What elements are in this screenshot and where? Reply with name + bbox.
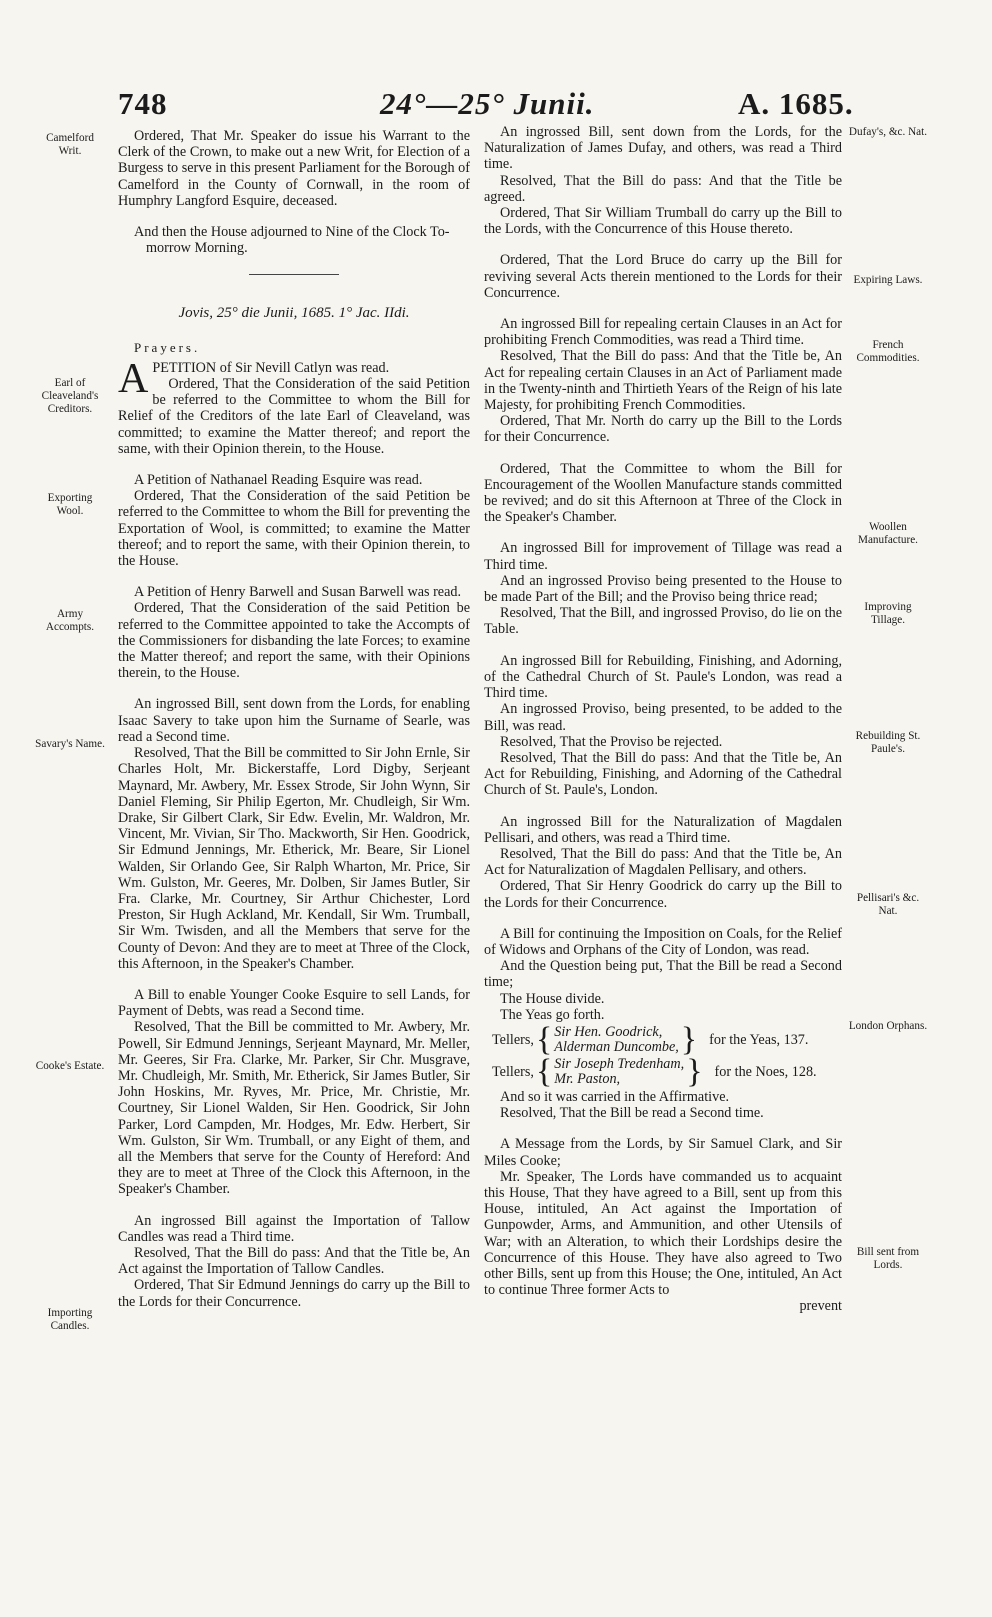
lords-speech: Mr. Speaker, The Lords have commanded us to acquaint this House, That they have agreed to a Bill, sent up from this House, intituled, An Act against the Importation of Gunpowder, Arms, and Ammunition, and other Utensils of War; with an Alteration, to which their Lordships desire the Concurrence of this House. They have also agreed to Two other Bills, sent up from this House; the One, intituled, An Act to continue Three former Acts to [484,1168,842,1299]
right-brace: } [680,1020,698,1058]
wool-petition: A Petition of Nathanael Reading Esquire was read. [134,472,423,489]
pauls-resolved: Resolved, That the Bill do pass: And that the Title be, An Act for Rebuilding, Finishing, and Adorning of the Cathedral Church of St. Paule's, London. [484,749,842,799]
tillage-bill: An ingrossed Bill for improvement of Tillage was read a Third time. [484,540,842,573]
savary-committee: Resolved, That the Bill be committed to Sir John Ernle, Sir Charles Holt, Mr. Bickerstaffe, Lord Digby, Serjeant Maynard, Mr. Awbery, Mr. Essex Strode, Sir John Wynn, Sir Daniel Fleming, Sir Philip Egerton, Mr. Chudleigh, Sir Wm. Drake, Sir Gilbert Clark, Sir Edw. Evelin, Mr. Waldron, Mr. Vincent, Mr. Vivian, Sir Tho. Mackworth, Sir Hen. Goodrick, Sir Edmund Jennings, Mr. Etherick, Mr. Beare, Sir Lionel Walden, Sir Orlando Gee, Sir Ralph Wharton, Mr. Price, Sir Wm. Gulston, Mr. Geeres, Mr. Dolben, Sir James Butler, Sir Fra. Clarke, Mr. Courtney, Sir Arthur Chichester, Lord Preston, Sir Hugh Ackland, Mr. Kendall, Sir Wm. Trumball, Sir Wm. Twisden, and all the Members that serve for the County of Devon: And they are to meet at Three of the Clock, this Afternoon, in the Speaker's Chamber. [118,745,470,972]
orphans-question: And the Question being put, That the Bill be read a Second time; [484,958,842,991]
cooke-committee: Resolved, That the Bill be committed to Mr. Awbery, Mr. Powell, Sir Edmund Jennings, Serjeant Maynard, Mr. Meller, Mr. Geeres, Sir Fra. Clarke, Mr. Parker, Sir Chr. Musgrave, Mr. Chudleigh, Mr. Smith, Mr. Etherick, Sir James Butler, Sir John Hoskins, Mr. Ryves, Mr. Price, Mr. Christie, Mr. Courtney, Sir Lionel Walden, Sir Hen. Goodrick, Sir John Parker, Lord Campden, Mr. Hodges, Mr. Edw. Herbert, Sir Wm. Gulston, Sir Wm. Trumball, or any Eight of them, and all the Members that serve for the County of Hereford: And they are to meet at Three of the Clock this Afternoon, in the Speaker's Chamber. [118,1019,470,1198]
tellers-noes [492,1052,842,1090]
tellers-label: Tellers, [492,1031,534,1048]
margin-note: Dufay's, &c. Nat. [848,126,928,138]
pauls-proviso: An ingrossed Proviso, being presented, to be added to the Bill, was read. [484,701,842,734]
margin-note: Bill sent from Lords. [856,1246,920,1271]
right-column [484,124,842,1330]
left-brace: { [535,1020,553,1058]
margin-note: Camelford Writ. [46,132,94,157]
orphans-divide: The House divide. [500,990,605,1007]
teller-name: Sir Joseph Tredenham, [554,1055,685,1072]
army-order: Ordered, That the Consideration of the said Petition be referred to the Committee appointed to take the Accompts of the Commissioners for disbanding the late Forces; to examine the Matter thereof; and report the same, with their Opinions therein, to the House. [118,600,470,682]
teller-name: Alderman Duncombe, [554,1038,679,1055]
wool-order: Ordered, That the Consideration of the said Petition be referred to the Committee to whom the Bill for preventing the Exportation of Wool, is committed; to examine the Matter thereof; and to report the same, with their Opinion therein, to the House. [118,488,470,570]
right-brace: } [686,1052,703,1090]
prayers-heading: Prayers. [134,339,201,355]
catchword: prevent [799,1298,842,1315]
french-order: Ordered, That Mr. North do carry up the Bill to the Lords for their Concurrence. [484,413,842,446]
margin-note: French Commodities. [856,339,920,364]
margin-note: Expiring Laws. [853,274,923,286]
margin-note: Exporting Wool. [47,492,93,517]
margin-note: Savary's Name. [35,738,105,750]
section-rule [249,274,339,275]
tillage-resolved: Resolved, That the Bill, and ingrossed Proviso, do lie on the Table. [484,605,842,638]
teller-names [554,1025,679,1055]
page-date: 24°—25° Junii. [380,86,595,121]
margin-note: Improving Tillage. [864,601,912,626]
candles-resolved: Resolved, That the Bill do pass: And that the Title be, An Act against the Importation of Tallow Candles. [118,1244,470,1278]
orphans-yeas-forth: The Yeas go forth. [500,1006,605,1023]
margin-note: London Orphans. [848,1020,928,1032]
margin-note: Rebuilding St. Paule's. [855,730,921,755]
margin-note: Importing Candles. [47,1307,93,1332]
teller-name: Mr. Paston, [554,1070,621,1087]
pellisari-resolved: Resolved, That the Bill do pass: And that the Title be, An Act for Naturalization of Magdalen Pellisary, and others. [484,845,842,879]
left-column [118,128,470,1325]
page-number: 748 [118,86,168,121]
day-heading: Jovis, 25° die Junii, 1685. 1° Jac. IIdi. [178,305,410,322]
woollen-order: Ordered, That the Committee to whom the Bill for Encouragement of the Woollen Manufacture stands committed be revived; and do sit this Afternoon at Three of the Clock in the Speaker's Chamber. [484,460,842,526]
noes-count: for the Noes, 128. [714,1063,817,1080]
margin-note: Pellisari's &c. Nat. [856,892,920,917]
teller-names [554,1057,684,1087]
teller-name: Sir Hen. Goodrick, [554,1023,663,1040]
adjournment: And then the House adjourned to Nine of the Clock To-morrow Morning. [134,224,450,257]
pauls-bill: An ingrossed Bill for Rebuilding, Finishing, and Adorning, of the Cathedral Church of St. Paule's London, was read a Third time. [484,652,842,702]
tillage-proviso: And an ingrossed Proviso being presented to the House to be made Part of the Bill; and the Proviso being thrice read; [484,572,842,606]
pellisari-bill: An ingrossed Bill for the Naturalization of Magdalen Pellisari, and others, was read a Third time. [484,813,842,846]
margin-note: Army Accompts. [45,608,95,633]
yeas-count: for the Yeas, 137. [709,1031,809,1048]
orphans-resolved: Resolved, That the Bill be read a Second time. [500,1105,764,1122]
orphans-affirmative: And so it was carried in the Affirmative. [500,1088,730,1105]
lords-message: A Message from the Lords, by Sir Samuel Clark, and Sir Miles Cooke; [484,1136,842,1169]
french-bill: An ingrossed Bill for repealing certain Clauses in an Act for prohibiting French Commodities, was read a Third time. [484,316,842,349]
drop-cap: A [118,355,149,402]
expiring-laws-order: Ordered, That the Lord Bruce do carry up the Bill for reviving several Acts therein mentioned to the Lords for their Concurrence. [484,252,842,301]
page-year: A. 1685. [738,86,854,121]
pellisari-order: Ordered, That Sir Henry Goodrick do carry up the Bill to the Lords for their Concurrence. [484,878,842,911]
candles-bill: An ingrossed Bill against the Importation of Tallow Candles was read a Third time. [118,1212,470,1245]
pauls-rejected: Resolved, That the Proviso be rejected. [500,733,723,750]
margin-note: Woollen Manufacture. [858,521,918,546]
french-resolved: Resolved, That the Bill do pass: And that the Title be, An Act for repealing certain Clauses in an Act of Parliament made in the Twenty-ninth and Thirtieth Years of the Reign of his late Majesty, for prohibiting French Commodities. [484,348,842,414]
margin-note: Cooke's Estate. [35,1060,105,1072]
savary-bill: An ingrossed Bill, sent down from the Lords, for enabling Isaac Savery to take upon him the Surname of Searle, was read a Second time. [118,696,470,745]
cooke-bill: A Bill to enable Younger Cooke Esquire to sell Lands, for Payment of Debts, was read a Second time. [118,986,470,1020]
dufay-resolved: Resolved, That the Bill do pass: And that the Title be agreed. [484,172,842,205]
tellers-yeas [492,1020,842,1058]
orphans-bill: A Bill for continuing the Imposition on Coals, for the Relief of Widows and Orphans of the City of London, was read. [484,925,842,958]
margin-note: Earl of Cleaveland's Creditors. [41,377,99,415]
dufay-bill: An ingrossed Bill, sent down from the Lords, for the Naturalization of James Dufay, and others, was read a Third time. [484,124,842,173]
candles-order: Ordered, That Sir Edmund Jennings do carry up the Bill to the Lords for their Concurrence. [118,1277,470,1310]
left-brace: { [535,1052,553,1090]
dufay-order: Ordered, That Sir William Trumball do carry up the Bill to the Lords, with the Concurrence of this House thereto. [484,205,842,238]
army-petition: A Petition of Henry Barwell and Susan Barwell was read. [134,584,462,601]
cleaveland-petition: PETITION of Sir Nevill Catlyn was read. [152,359,390,376]
tellers-label: Tellers, [492,1063,534,1080]
camelford-order: Ordered, That Mr. Speaker do issue his Warrant to the Clerk of the Crown, to make out a new Writ, for Election of a Burgess to serve in this present Parliament for the Borough of Camelford in the County of Cornwall, in the room of Humphry Langford Esquire, deceased. [118,128,470,209]
cleaveland-order: Ordered, That the Consideration of the said Petition be referred to the Committee to whom the Bill for Relief of the Creditors of the late Earl of Cleaveland, was committed; to examine the Matter thereof; and report the same, with their Opinion therein, to the House. [118,376,470,457]
